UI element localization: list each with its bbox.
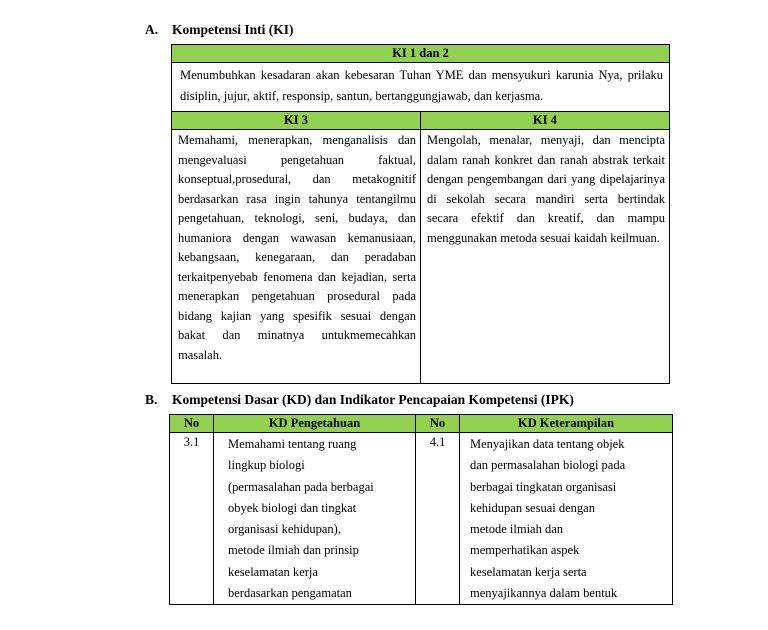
section-b-letter: B. [145,392,158,407]
section-a-heading [145,22,294,38]
kd-pengetahuan-line: lingkup biologi [228,458,305,473]
kd-keterampilan-line: Menyajikan data tentang objek [470,437,625,451]
kd-keterampilan-line: keselamatan kerja serta [470,564,587,579]
kd-keterampilan-line: memperhatikan aspek [470,543,580,558]
kd-keterampilan-line: kehidupan sesuai dengan [470,500,595,515]
ki-table [171,44,670,384]
kd-header-pengetahuan: KD Pengetahuan [214,415,416,433]
kd-pengetahuan-line: (permasalahan pada berbagai [228,479,374,494]
ki3-header: KI 3 [172,112,421,130]
kd-keterampilan-line: berbagai tingkatan organisasi [470,479,617,494]
kd-row-no-2: 4.1 [416,433,460,605]
kd-pengetahuan-line: Memahami tentang ruang [228,437,357,451]
kd-keterampilan-cell [460,433,673,605]
kd-keterampilan-line: metode ilmiah dan [470,522,564,537]
kd-pengetahuan-line: metode ilmiah dan prinsip [228,543,359,558]
ki12-header: KI 1 dan 2 [172,45,670,63]
ki4-text: Mengolah, menalar, menyaji, dan mencipta dalam ranah konkret dan ranah abstrak terkait dengan pengembangan dari yang dipelajarinya di sekolah secara mandiri serta bertindak secara efektif dan kreatif, dan mampu menggunakan metoda sesuai kaidah keilmuan. [421,130,670,384]
kd-header-keterampilan: KD Keterampilan [460,415,673,433]
section-a-title: Kompetensi Inti (KI) [172,22,294,37]
kd-pengetahuan-line: obyek biologi dan tingkat [228,500,357,515]
kd-pengetahuan-line: berdasarkan pengamatan [228,586,352,601]
section-b-heading [145,392,574,408]
kd-keterampilan-line: dan permasalahan biologi pada [470,458,626,473]
kd-pengetahuan-line: keselamatan kerja [228,564,318,579]
kd-row-no-1: 3.1 [170,433,214,605]
kd-header-no-2: No [416,415,460,433]
section-a-letter: A. [145,22,159,37]
section-b-title: Kompetensi Dasar (KD) dan Indikator Pencapaian Kompetensi (IPK) [172,392,574,407]
kd-table [169,414,673,605]
kd-header-no-1: No [170,415,214,433]
kd-keterampilan-line: menyajikannya dalam bentuk [470,586,618,601]
ki3-text: Memahami, menerapkan, menganalisis dan mengevaluasi pengetahuan faktual, konseptual,prosedural, dan metakognitif berdasarkan rasa ingin tahunya tentangilmu pengetahuan, teknologi, seni, budaya, dan humaniora dengan wawasan kemanusiaan, kebangsaan, kenegaraan, dan peradaban terkaitpenyebab fenomena dan kejadian, serta menerapkan pengetahuan prosedural pada bidang kajian yang spesifik sesuai dengan bakat dan minatnya untukmemecahkan masalah. [172,130,421,384]
kd-pengetahuan-line: organisasi kehidupan), [228,522,341,537]
kd-pengetahuan-cell [214,433,416,605]
ki12-text: Menumbuhkan kesadaran akan kebesaran Tuhan YME dan mensyukuri karunia Nya, prilaku disiplin, jujur, aktif, responsip, santun, bertanggungjawab, dan kerjasma. [172,63,670,112]
ki4-header: KI 4 [421,112,670,130]
